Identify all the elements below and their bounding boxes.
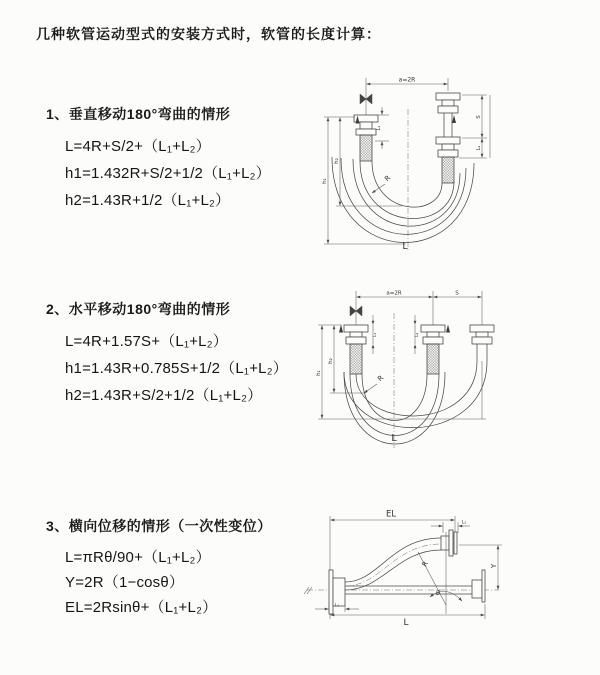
- diagram-vertical-180-bend: [316, 69, 498, 255]
- radius-label: [372, 174, 392, 193]
- svg-text:L₁: L₁: [376, 125, 382, 131]
- valve-icon: [350, 291, 362, 325]
- radius-label: [364, 374, 385, 393]
- dimension-l1: [375, 107, 389, 149]
- formula-line: L=4R+1.57S+（L₁+L₂）: [65, 333, 228, 350]
- diagram3-drawing: [303, 502, 595, 657]
- upper-right-flange: [441, 530, 457, 556]
- right-flange-fitting: [436, 93, 460, 183]
- dimension-s: [462, 95, 487, 138]
- length-label: L: [391, 433, 397, 444]
- valve-icon: [360, 90, 372, 115]
- svg-text:h₁: h₁: [322, 178, 328, 184]
- theta-label: θ: [436, 589, 440, 597]
- section-3-heading: 3、横向位移的情形（一次性变位）: [46, 518, 272, 534]
- formula-line: h1=1.43R+0.785S+1/2（L₁+L₂）: [65, 360, 288, 377]
- left-flange-fitting: [339, 325, 368, 375]
- svg-text:L₂: L₂: [415, 332, 420, 338]
- dimension-l: [330, 604, 485, 628]
- movement-arrow-icon: [446, 325, 450, 333]
- dimension-el: [330, 510, 455, 571]
- svg-text:S: S: [455, 290, 459, 297]
- formula-line: L=πRθ/90+（L₁+L₂）: [65, 549, 211, 566]
- middle-flange-fitting: [421, 325, 450, 375]
- formula-line: EL=2Rsinθ+（L₁+L₂）: [65, 599, 218, 616]
- section-1-formulas: [65, 133, 271, 214]
- hose-u-curves: [344, 361, 487, 444]
- left-flange-fitting: [354, 115, 378, 161]
- lower-right-flange: [472, 570, 485, 602]
- dimension-l2: [459, 95, 490, 158]
- right-flange-fitting: [470, 325, 494, 361]
- formula-line: h2=1.43R+S/2+1/2（L₁+L₂）: [65, 387, 263, 404]
- dimension-l1: [372, 315, 378, 354]
- section-1: [46, 106, 271, 214]
- section-2: [46, 301, 288, 409]
- dimension-h1: [316, 325, 486, 419]
- dimension-a2r: [366, 77, 448, 92]
- dimension-l2: [414, 315, 420, 354]
- svg-text:EL: EL: [385, 509, 397, 520]
- svg-text:Y: Y: [490, 563, 498, 569]
- diagram1-drawing: [316, 69, 498, 255]
- svg-text:a=2R: a=2R: [386, 290, 402, 297]
- length-label: L: [402, 241, 408, 252]
- svg-text:S: S: [476, 115, 482, 119]
- svg-text:R: R: [383, 173, 393, 184]
- diagram-horizontal-180-bend: [310, 283, 500, 455]
- diagram2-drawing: [310, 283, 500, 455]
- radius-label: R: [420, 560, 430, 569]
- break-mark: [304, 587, 312, 594]
- dimension-a2r: [357, 291, 483, 326]
- svg-text:L₂: L₂: [476, 145, 482, 151]
- dimension-l1: [315, 602, 359, 612]
- svg-text:R: R: [376, 373, 386, 384]
- movement-arrow-icon: [339, 325, 343, 333]
- formula-line: L=4R+S/2+（L₁+L₂）: [65, 138, 211, 155]
- dimension-s: [434, 291, 482, 298]
- movement-arrow-icon: [452, 115, 456, 123]
- svg-text:h₂: h₂: [328, 358, 334, 364]
- section-3-formulas: [65, 545, 272, 620]
- diagram-lateral-displacement: [303, 502, 595, 657]
- section-3: [46, 518, 272, 620]
- svg-text:L₁: L₁: [334, 603, 340, 609]
- svg-text:L: L: [403, 618, 409, 628]
- svg-text:h₂: h₂: [334, 158, 340, 164]
- formula-line: Y=2R（1−cosθ）: [65, 574, 185, 591]
- formula-line: h1=1.432R+S/2+1/2（L₁+L₂）: [65, 165, 271, 182]
- section-2-formulas: [65, 328, 288, 409]
- svg-text:L₂: L₂: [461, 520, 467, 526]
- svg-text:a=2R: a=2R: [398, 76, 416, 84]
- svg-text:L₁: L₁: [373, 332, 378, 338]
- section-1-heading: 1、垂直移动180°弯曲的情形: [46, 106, 231, 122]
- formula-line: h2=1.43R+1/2（L₁+L₂）: [65, 192, 231, 209]
- svg-text:h₁: h₁: [316, 370, 322, 376]
- section-2-heading: 2、水平移动180°弯曲的情形: [46, 301, 231, 317]
- page-title: 几种软管运动型式的安装方式时，软管的长度计算：: [36, 26, 381, 42]
